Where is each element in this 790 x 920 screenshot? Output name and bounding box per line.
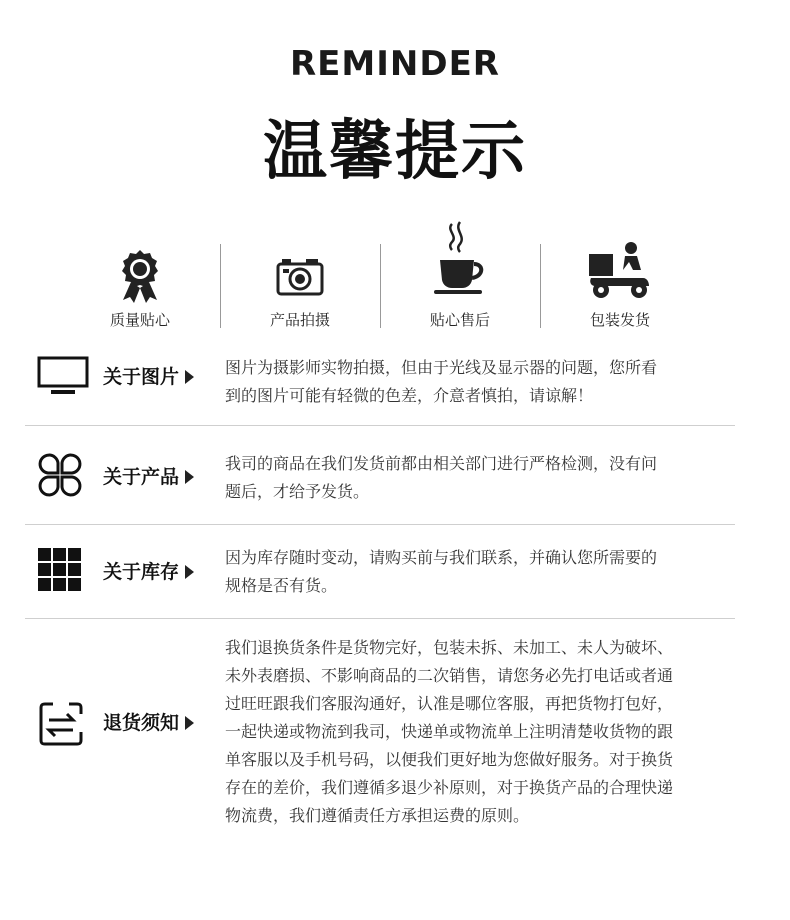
badge-label: 包装发货 xyxy=(589,311,650,329)
award-ribbon-icon xyxy=(115,248,165,304)
badge-shipping xyxy=(540,220,700,330)
feature-badges xyxy=(60,220,730,330)
return-exchange-icon xyxy=(37,700,85,748)
section-label: 关于产品 xyxy=(103,462,194,489)
badge-label: 贴心售后 xyxy=(429,311,490,329)
title-chinese: 温馨提示 xyxy=(263,115,527,189)
badge-label: 产品拍摄 xyxy=(269,311,330,329)
coffee-cup-icon xyxy=(430,220,490,296)
section-label: 关于库存 xyxy=(103,557,194,584)
grid-icon xyxy=(37,547,83,593)
badge-label: 质量贴心 xyxy=(109,311,170,329)
section-text: 因为库存随时变动，请购买前与我们联系，并确认您所需要的 规格是否有货。 xyxy=(225,548,658,595)
title-english: REMINDER xyxy=(290,44,500,84)
section-text: 我们退换货条件是货物完好，包装未拆、未加工、未人为破坏、 未外表磨损、不影响商品的二次销售，请您务必先打电话或者通 过旺旺跟我们客服沟通好，认准是哪位客服，再把货物打包好， 一起快递或物流到我司，快递单或物流单上注明清楚收货物的跟 单客服以及手机号码，以便我们更好地为您做好服务。对于换货 存在的差价，我们遵循多退少补原则，对于换货产品的合理快递 物流费，我们遵循责任方承担运费的原则。 xyxy=(225,638,674,825)
section-text: 我司的商品在我们发货前都由相关部门进行严格检测，没有问 题后，才给予发货。 xyxy=(225,454,658,501)
section-text: 图片为摄影师实物拍摄，但由于光线及显示器的问题，您所看 到的图片可能有轻微的色差，介意者慎拍，请谅解！ xyxy=(225,358,658,405)
section-about-stock xyxy=(25,544,735,614)
badge-photography xyxy=(220,220,380,330)
camera-icon xyxy=(276,256,324,296)
section-label: 退货须知 xyxy=(103,708,194,735)
section-about-images xyxy=(25,350,735,420)
delivery-scooter-icon xyxy=(587,240,653,302)
clover-icon xyxy=(37,452,83,498)
monitor-icon xyxy=(37,356,89,396)
section-label: 关于图片 xyxy=(103,362,194,389)
badge-after-sales xyxy=(380,220,540,330)
divider xyxy=(25,425,735,426)
badge-quality xyxy=(60,220,220,330)
section-return-policy xyxy=(25,634,735,834)
divider xyxy=(25,524,735,525)
divider xyxy=(25,618,735,619)
section-about-products xyxy=(25,448,735,518)
